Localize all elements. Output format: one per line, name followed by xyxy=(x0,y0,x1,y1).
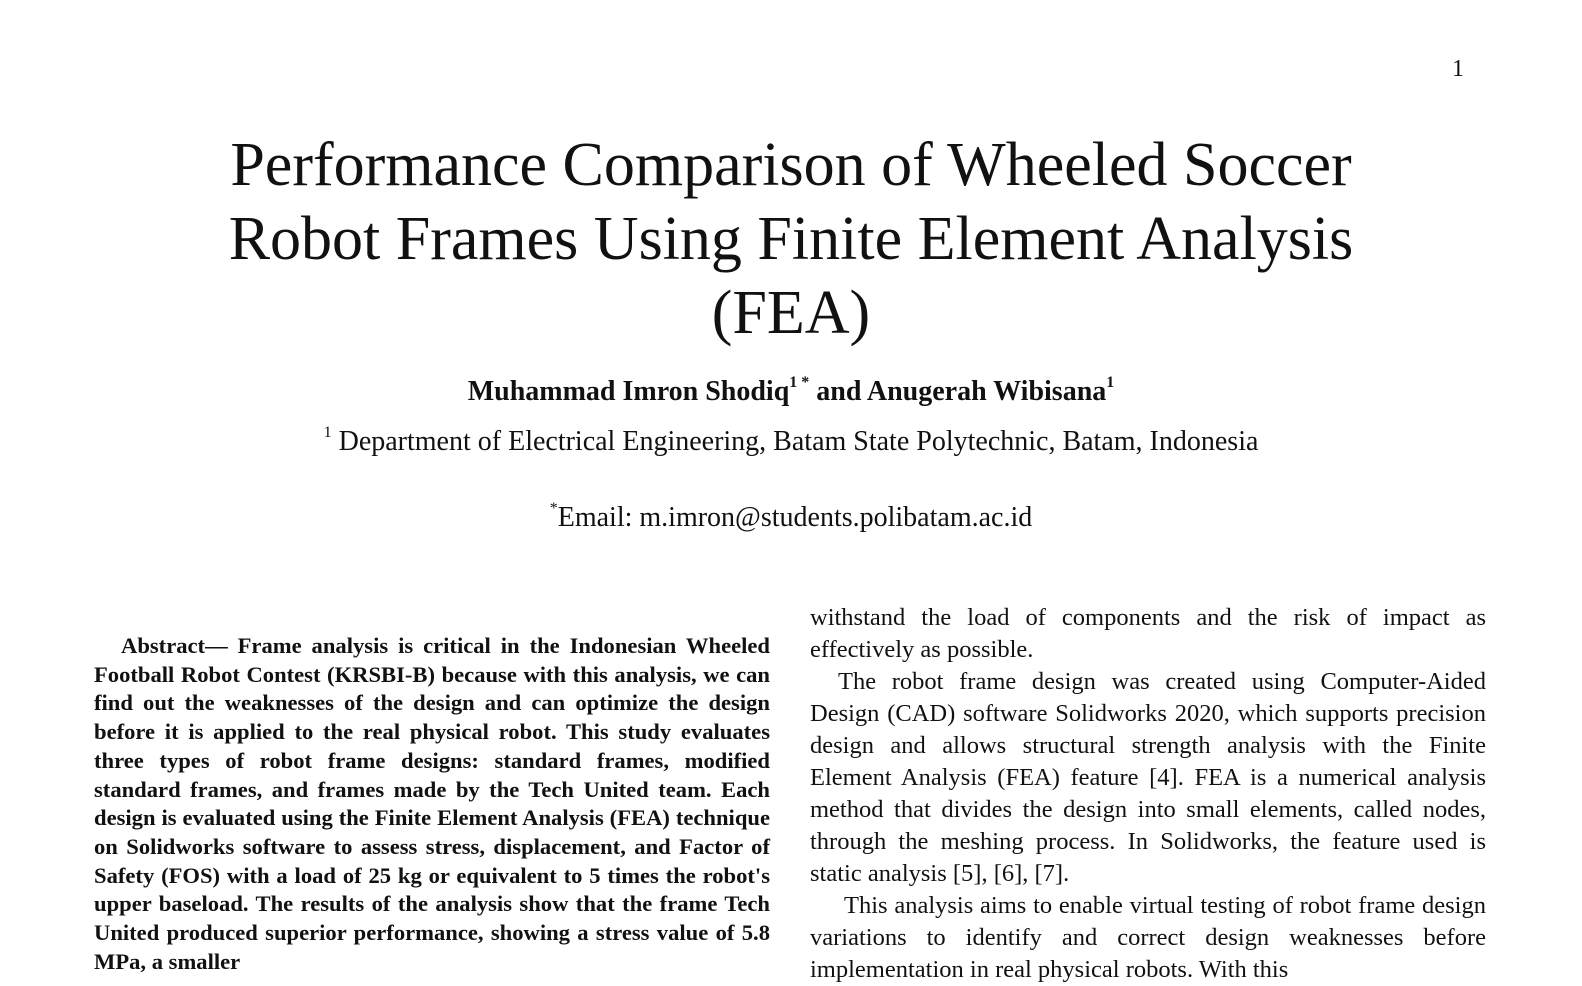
abstract-body: Frame analysis is critical in the Indonesian Wheeled Football Robot Contest (KRSBI-B) because with this analysis, we can find out the weaknesses of the design and can optimize the design before it is applied to the real physical robot. This study evaluates three types of robot frame designs: standard frames, modified standard frames, and frames made by the Tech United team. Each design is evaluated using the Finite Element Analysis (FEA) technique on Solidworks software to assess stress, displacement, and Factor of Safety (FOS) with a load of 25 kg or equivalent to 5 times the robot's upper baseload. The results of the analysis show that the frame Tech United produced superior performance, showing a stress value of 5.8 MPa, a smaller xyxy=(94,633,770,974)
author-affiliation-mark: 1 * xyxy=(789,374,810,391)
email-mark: * xyxy=(549,500,558,517)
paper-title xyxy=(150,128,1432,350)
body-paragraph: This analysis aims to enable virtual testing of robot frame design variations to identify and correct design weaknesses before implementation in real physical robots. With this xyxy=(810,892,1486,983)
corresponding-email xyxy=(0,502,1582,534)
author-conjunction: and xyxy=(809,376,867,407)
title-line: Robot Frames Using Finite Element Analysis xyxy=(228,205,1354,273)
email-text: Email: m.imron@students.polibatam.ac.id xyxy=(557,502,1033,533)
title-line: (FEA) xyxy=(711,279,871,347)
title-line: Performance Comparison of Wheeled Soccer xyxy=(230,131,1352,199)
author-name: Anugerah Wibisana xyxy=(866,376,1107,407)
author-list xyxy=(0,376,1582,408)
body-column-right xyxy=(810,602,1486,986)
author-name: Muhammad Imron Shodiq xyxy=(467,376,790,407)
affiliation-text: Department of Electrical Engineering, Batam State Polytechnic, Batam, Indonesia xyxy=(338,426,1259,457)
abstract-column xyxy=(94,632,770,976)
author-affiliation-mark: 1 xyxy=(1106,374,1115,391)
abstract-label: Abstract— xyxy=(121,633,228,658)
affiliation-mark: 1 xyxy=(323,424,332,441)
affiliation xyxy=(0,426,1582,458)
body-paragraph: The robot frame design was created using Computer-Aided Design (CAD) software Solidworks 2020, which supports precision design and allows structural strength analysis with the Finite Element Analysis (FEA) feature [4]. FEA is a numerical analysis method that divides the design into small elements, called nodes, through the meshing process. In Solidworks, the feature used is static analysis [5], [6], [7]. xyxy=(810,668,1486,887)
abstract xyxy=(94,632,770,976)
page-number: 1 xyxy=(1452,56,1464,82)
body-paragraph: withstand the load of components and the risk of impact as effectively as possible. xyxy=(810,604,1486,663)
